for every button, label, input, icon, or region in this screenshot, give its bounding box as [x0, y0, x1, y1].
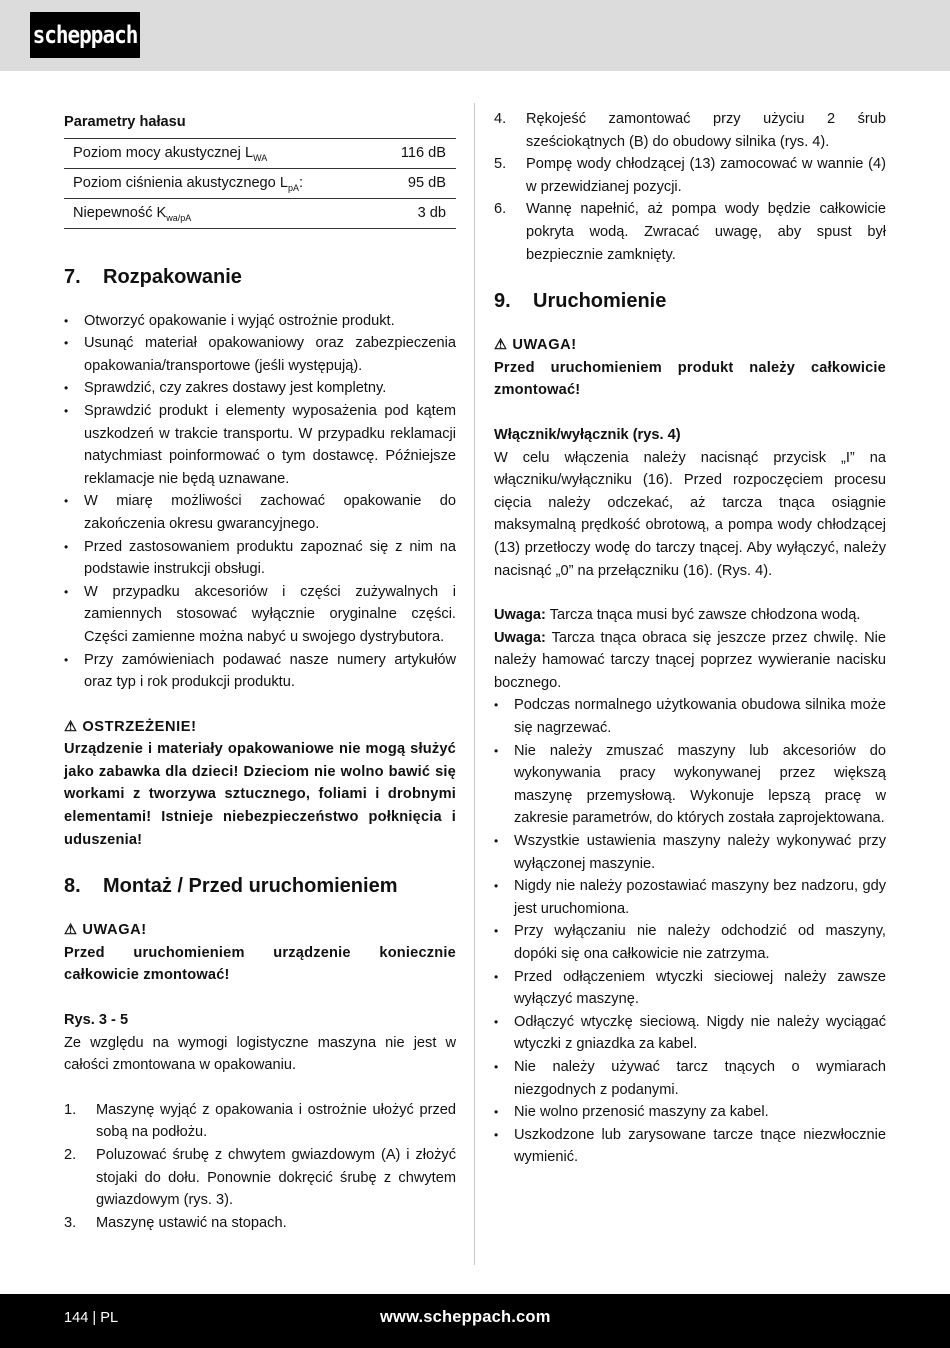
list-item: • Nie należy używać tarcz tnących o wymiarach niezgodnych z podanymi.: [494, 1056, 886, 1101]
list-item: 6. Wannę napełnić, aż pompa wody będzie całkowicie pokryta wodą. Zwracać uwagę, aby spust był bezpiecznie zamknięty.: [494, 201, 886, 263]
right-column: [494, 108, 886, 1169]
table-row: [64, 198, 456, 228]
caution-heading: ⚠ UWAGA!: [64, 922, 147, 939]
switch-heading: Włącznik/wyłącznik (rys. 4): [494, 426, 681, 443]
list-item: • Uszkodzone lub zarysowane tarcze tnące niezwłocznie wymienić.: [494, 1124, 886, 1169]
figure-reference: Rys. 3 - 5: [64, 1012, 129, 1029]
list-item: • Sprawdzić, czy zakres dostawy jest kompletny.: [64, 377, 456, 400]
section-9-heading: 9. Uruchomienie: [494, 290, 667, 313]
switch-text: W celu włączenia należy nacisnąć przycisk „I” na włączniku/wyłączniku (16). Przed rozpoczęciem procesu cięcia należy odczekać, aż tarcza tnąca osiągnie maksymalną prędkość obrotową, a pompa wody chłodzącej (13) przetłoczy wodę do tarczy tnącej. Aby wyłączyć, należy nacisnąć „0” na przełączniku (16). (Rys. 4).: [494, 449, 886, 579]
list-item: • Przed odłączeniem wtyczki sieciowej należy zawsze wyłączyć maszynę.: [494, 966, 886, 1011]
warning-triangle-icon: ⚠: [64, 922, 78, 939]
warning-triangle-icon: ⚠: [64, 718, 78, 735]
list-item: • Nigdy nie należy pozostawiać maszyny bez nadzoru, gdy jest uruchomiona.: [494, 875, 886, 920]
noise-label: Niepewność $K_{wa/pA}$: [64, 198, 373, 228]
scheppach-logo: scheppach: [30, 12, 140, 58]
list-item: 2. Poluzować śrubę z chwytem gwiazdowym (A) i złożyć stojaki do dołu. Ponownie dokręcić śrubę z chwytem gwiazdowym (rys. 3).: [64, 1147, 456, 1209]
list-item: 3. Maszynę ustawić na stopach.: [64, 1214, 287, 1231]
caution-block: [64, 919, 456, 987]
list-item: • Wszystkie ustawienia maszyny należy wykonywać przy wyłączonej maszynie.: [494, 830, 886, 875]
list-item: • Nie należy zmuszać maszyny lub akcesoriów do wykonywania pracy wykonywanej przez większą maszynę przemysłową. Wykonuje lepszą pracę w zakresie parametrów, do których została zaprojektowana.: [494, 740, 886, 830]
assembly-intro: Ze względu na wymogi logistyczne maszyna nie jest w całości zmontowana w opakowaniu.: [64, 1034, 456, 1074]
list-item: • Otworzyć opakowanie i wyjąć ostrożnie produkt.: [64, 310, 456, 333]
list-item: • Odłączyć wtyczkę sieciową. Nigdy nie należy wyciągać wtyczki z gniazdka za kabel.: [494, 1011, 886, 1056]
list-item: 5. Pompę wody chłodzącej (13) zamocować w wannie (4) w przewidzianej pozycji.: [494, 156, 886, 195]
warning-triangle-icon: ⚠: [494, 337, 508, 354]
list-item: 1. Maszynę wyjąć z opakowania i ostrożnie ułożyć przed sobą na podłożu.: [64, 1101, 456, 1141]
noise-table-title: Parametry hałasu: [64, 114, 186, 130]
operation-safety-list: [494, 694, 886, 1168]
website-link[interactable]: www.scheppach.com: [380, 1308, 551, 1326]
note-rundown: Uwaga: Tarcza tnąca obraca się jeszcze przez chwilę. Nie należy hamować tarczy tnącej poprzez wywieranie nacisku bocznego.: [494, 629, 886, 691]
noise-value: 95 dB: [373, 168, 456, 198]
list-item: • Przy zamówieniach podawać nasze numery artykułów oraz typ i rok produkcji produktu.: [64, 649, 456, 694]
list-item: • Przy wyłączaniu nie należy odchodzić od maszyny, dopóki się ona całkowicie nie zatrzyma.: [494, 920, 886, 965]
list-item: • Sprawdzić produkt i elementy wyposażenia pod kątem uszkodzeń w trakcie transportu. W przypadku reklamacji natychmiast poinformować o tym dostawcę. Późniejsze reklamacje nie będą uznawane.: [64, 400, 456, 490]
list-item: • Usunąć materiał opakowaniowy oraz zabezpieczenia opakowania/transportowe (jeśli występują).: [64, 332, 456, 377]
caution-block: [494, 334, 886, 402]
left-column: [64, 108, 456, 1234]
section-7-heading: 7. Rozpakowanie: [64, 265, 242, 288]
noise-label: Poziom ciśnienia akustycznego $L_{pA}$:: [64, 168, 373, 198]
warning-block: [64, 716, 456, 852]
noise-parameters-table: [64, 138, 456, 229]
caution-text: Przed uruchomieniem produkt należy całkowicie zmontować!: [494, 359, 886, 399]
list-item: • Przed zastosowaniem produktu zapoznać się z nim na podstawie instrukcji obsługi.: [64, 536, 456, 581]
warning-heading: ⚠ OSTRZEŻENIE!: [64, 718, 197, 735]
table-row: [64, 168, 456, 198]
list-item: • W miarę możliwości zachować opakowanie do zakończenia okresu gwarancyjnego.: [64, 490, 456, 535]
caution-text: Przed uruchomieniem urządzenie koniecznie całkowicie zmontować!: [64, 944, 456, 984]
noise-label: Poziom mocy akustycznej $L_{WA}$: [64, 138, 373, 168]
assembly-steps-continued: [494, 108, 886, 266]
assembly-steps: [64, 1099, 456, 1235]
list-item: 4. Rękojeść zamontować przy użyciu 2 śrub sześciokątnych (B) do obudowy silnika (rys. 4).: [494, 111, 886, 150]
list-item: • W przypadku akcesoriów i części zużywalnych i zamiennych stosować wyłącznie oryginalne części. Części zamienne można nabyć u swojego dystrybutora.: [64, 581, 456, 649]
warning-text: Urządzenie i materiały opakowaniowe nie mogą służyć jako zabawka dla dzieci! Dzieciom nie wolno bawić się workami z tworzywa sztucznego, foliami i drobnymi elementami! Istnieje niebezpieczeństwo połknięcia i uduszenia!: [64, 741, 456, 848]
header-band: [0, 0, 950, 71]
noise-value: 3 db: [373, 198, 456, 228]
note-cooling: Uwaga: Tarcza tnąca musi być zawsze chłodzona wodą.: [494, 607, 861, 624]
column-divider: [474, 103, 475, 1265]
page-footer: [0, 1294, 950, 1348]
list-item: • Podczas normalnego użytkowania obudowa silnika może się nagrzewać.: [494, 694, 886, 739]
list-item: • Nie wolno przenosić maszyny za kabel.: [494, 1101, 886, 1124]
noise-value: 116 dB: [373, 138, 456, 168]
table-row: [64, 138, 456, 168]
caution-heading: ⚠ UWAGA!: [494, 337, 577, 354]
unpacking-list: [64, 310, 456, 694]
section-8-heading: 8. Montaż / Przed uruchomieniem: [64, 875, 398, 898]
page-number: 144 | PL: [64, 1310, 119, 1326]
